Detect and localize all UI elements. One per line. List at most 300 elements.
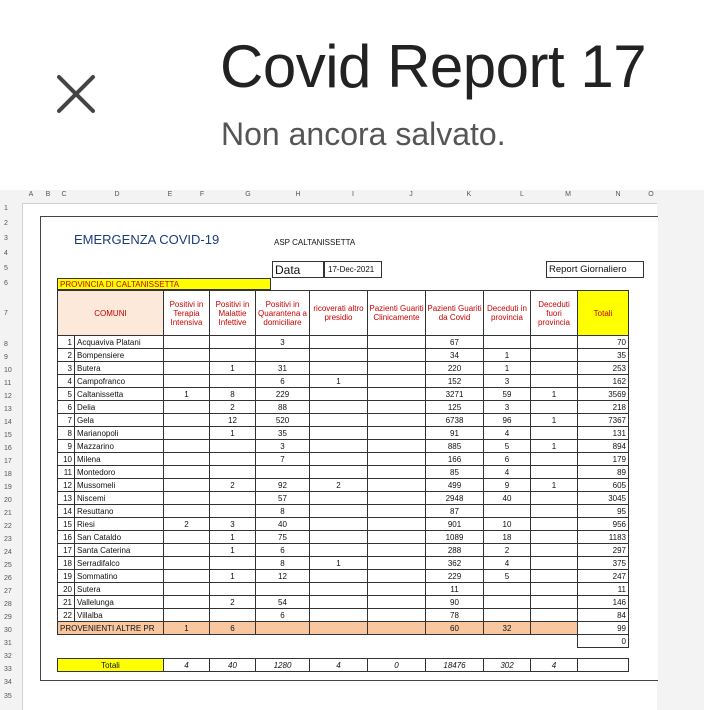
header-comuni[interactable]: COMUNI [58,291,164,336]
table-cell[interactable] [310,583,368,596]
total-value-cell[interactable]: 4 [310,659,368,672]
comune-name-cell[interactable]: Riesi [75,518,164,531]
table-cell[interactable] [531,518,578,531]
table-cell[interactable]: 1 [484,349,531,362]
column-header-b[interactable]: B [45,191,51,198]
table-cell[interactable] [310,622,368,635]
table-cell[interactable] [310,570,368,583]
comune-name-cell[interactable]: Sommatino [75,570,164,583]
row-header[interactable]: 25 [4,562,12,569]
table-cell[interactable] [310,414,368,427]
row-header[interactable]: 34 [4,679,12,686]
total-value-cell[interactable]: 4 [164,659,210,672]
row-header[interactable]: 28 [4,601,12,608]
table-cell[interactable]: 4 [484,557,531,570]
table-cell[interactable]: 12 [256,570,310,583]
table-cell[interactable]: 3 [256,336,310,349]
table-cell[interactable] [256,349,310,362]
table-cell[interactable]: 31 [256,362,310,375]
table-cell[interactable] [310,596,368,609]
table-cell[interactable] [531,531,578,544]
column-header-j[interactable]: J [409,191,413,198]
row-header[interactable]: 31 [4,640,12,647]
column-header-m[interactable]: M [565,191,571,198]
total-value-cell[interactable]: 40 [210,659,256,672]
column-header-n[interactable]: N [615,191,621,198]
totals-label-cell[interactable]: Totali [58,659,164,672]
table-cell[interactable]: 1 [210,362,256,375]
table-cell[interactable] [210,609,256,622]
row-index-cell[interactable]: 15 [58,518,75,531]
table-cell[interactable] [531,466,578,479]
table-cell[interactable] [368,518,426,531]
total-value-cell[interactable]: 18476 [426,659,484,672]
table-cell[interactable]: 88 [256,401,310,414]
table-cell[interactable] [310,544,368,557]
table-cell[interactable]: 32 [484,622,531,635]
table-cell[interactable] [368,388,426,401]
table-cell[interactable] [310,388,368,401]
row-header[interactable]: 23 [4,536,12,543]
comune-name-cell[interactable]: San Cataldo [75,531,164,544]
table-cell[interactable] [164,531,210,544]
table-cell[interactable] [210,583,256,596]
table-cell[interactable]: 60 [426,622,484,635]
row-index-cell[interactable]: 1 [58,336,75,349]
column-header-c[interactable]: C [61,191,67,198]
table-cell[interactable]: 1089 [426,531,484,544]
table-cell[interactable]: 2 [210,401,256,414]
table-cell[interactable]: 2 [310,479,368,492]
table-cell[interactable]: 5 [484,570,531,583]
table-cell[interactable] [164,453,210,466]
table-cell[interactable] [368,401,426,414]
row-total-cell[interactable]: 131 [578,427,629,440]
row-header[interactable]: 9 [4,354,8,361]
row-header[interactable]: 35 [4,693,12,700]
table-cell[interactable]: 2 [164,518,210,531]
row-header[interactable]: 7 [4,310,8,317]
table-cell[interactable] [210,466,256,479]
table-cell[interactable]: 1 [310,375,368,388]
table-cell[interactable] [210,349,256,362]
table-cell[interactable] [368,596,426,609]
row-index-cell[interactable]: 10 [58,453,75,466]
table-cell[interactable] [210,453,256,466]
row-header[interactable]: 29 [4,614,12,621]
table-cell[interactable] [310,466,368,479]
header-terapia[interactable]: Positivi in Terapia Intensiva [164,291,210,336]
table-cell[interactable] [164,583,210,596]
total-value-cell[interactable]: 0 [368,659,426,672]
row-header[interactable]: 12 [4,393,12,400]
header-malattie[interactable]: Positivi in Malattie Infettive [210,291,256,336]
table-cell[interactable] [164,362,210,375]
table-cell[interactable] [310,505,368,518]
table-cell[interactable]: 6 [256,609,310,622]
table-cell[interactable]: 3 [256,440,310,453]
table-cell[interactable]: 229 [256,388,310,401]
table-cell[interactable]: 8 [210,388,256,401]
row-header[interactable]: 6 [4,280,8,287]
table-cell[interactable]: 2 [210,596,256,609]
report-label-cell[interactable]: Report Giornaliero [546,261,644,278]
row-header[interactable]: 8 [4,341,8,348]
row-total-cell[interactable]: 1183 [578,531,629,544]
comune-name-cell[interactable]: Acquaviva Platani [75,336,164,349]
table-cell[interactable] [531,583,578,596]
row-header[interactable]: 26 [4,575,12,582]
table-cell[interactable]: 11 [426,583,484,596]
table-cell[interactable]: 87 [426,505,484,518]
table-cell[interactable]: 57 [256,492,310,505]
table-cell[interactable] [368,544,426,557]
header-guariti-clinicamente[interactable]: Pazienti Guariti Clinicamente [368,291,426,336]
table-cell[interactable]: 520 [256,414,310,427]
row-total-cell[interactable]: 70 [578,336,629,349]
comune-name-cell[interactable]: Mazzarino [75,440,164,453]
table-cell[interactable] [164,466,210,479]
table-cell[interactable] [310,427,368,440]
table-cell[interactable]: 6738 [426,414,484,427]
table-cell[interactable] [368,414,426,427]
row-total-cell[interactable]: 297 [578,544,629,557]
row-header[interactable]: 5 [4,265,8,272]
table-cell[interactable] [164,401,210,414]
table-cell[interactable] [531,453,578,466]
row-total-cell[interactable]: 7367 [578,414,629,427]
column-header-d[interactable]: D [114,191,120,198]
table-cell[interactable] [164,596,210,609]
emergency-title[interactable]: EMERGENZA COVID-19 [74,232,220,247]
table-cell[interactable] [531,557,578,570]
table-cell[interactable]: 229 [426,570,484,583]
row-total-cell[interactable]: 11 [578,583,629,596]
row-header[interactable]: 19 [4,484,12,491]
row-header[interactable]: 24 [4,549,12,556]
row-header[interactable]: 14 [4,419,12,426]
column-header-o[interactable]: O [648,191,654,198]
table-cell[interactable] [531,505,578,518]
row-index-cell[interactable]: 11 [58,466,75,479]
row-header[interactable]: 33 [4,666,12,673]
comune-name-cell[interactable]: Gela [75,414,164,427]
asp-label[interactable]: ASP CALTANISSETTA [274,238,356,247]
column-header-i[interactable]: I [352,191,354,198]
table-cell[interactable]: 4 [484,427,531,440]
table-cell[interactable] [368,622,426,635]
table-cell[interactable]: 125 [426,401,484,414]
comune-name-cell[interactable]: Campofranco [75,375,164,388]
total-value-cell[interactable]: 4 [531,659,578,672]
row-header[interactable]: 16 [4,445,12,452]
row-index-cell[interactable]: 3 [58,362,75,375]
table-cell[interactable]: 40 [484,492,531,505]
table-cell[interactable]: 1 [531,440,578,453]
row-index-cell[interactable]: 9 [58,440,75,453]
row-index-cell[interactable]: 22 [58,609,75,622]
comune-name-cell[interactable]: Caltanissetta [75,388,164,401]
table-cell[interactable] [368,570,426,583]
table-cell[interactable] [310,362,368,375]
table-cell[interactable]: 1 [210,544,256,557]
column-header-h[interactable]: H [295,191,301,198]
table-cell[interactable] [531,596,578,609]
table-cell[interactable]: 1 [164,388,210,401]
column-header-g[interactable]: G [245,191,251,198]
table-cell[interactable] [210,440,256,453]
table-cell[interactable] [531,609,578,622]
table-cell[interactable]: 8 [256,505,310,518]
table-cell[interactable] [368,375,426,388]
table-cell[interactable]: 362 [426,557,484,570]
table-cell[interactable]: 67 [426,336,484,349]
table-cell[interactable] [310,518,368,531]
column-header-l[interactable]: L [520,191,524,198]
row-header[interactable]: 22 [4,523,12,530]
table-cell[interactable]: 499 [426,479,484,492]
table-cell[interactable] [368,557,426,570]
table-cell[interactable] [484,583,531,596]
table-cell[interactable] [368,492,426,505]
header-quarantena[interactable]: Positivi in Quarantena a domiciliare [256,291,310,336]
comune-name-cell[interactable]: Mussomeli [75,479,164,492]
table-cell[interactable] [531,401,578,414]
table-cell[interactable]: 35 [256,427,310,440]
table-cell[interactable]: 12 [210,414,256,427]
comune-name-cell[interactable]: Resuttano [75,505,164,518]
table-cell[interactable] [164,492,210,505]
table-cell[interactable] [368,427,426,440]
data-label-cell[interactable]: Data [272,261,324,278]
table-cell[interactable] [164,427,210,440]
row-header[interactable]: 30 [4,627,12,634]
table-cell[interactable]: 885 [426,440,484,453]
row-index-cell[interactable]: 19 [58,570,75,583]
row-header[interactable]: 20 [4,497,12,504]
table-cell[interactable] [164,557,210,570]
header-guariti-covid[interactable]: Pazienti Guariti da Covid [426,291,484,336]
table-cell[interactable] [256,583,310,596]
table-cell[interactable] [531,427,578,440]
date-cell[interactable]: 17-Dec-2021 [324,261,382,278]
row-header[interactable]: 10 [4,367,12,374]
row-index-cell[interactable]: 18 [58,557,75,570]
table-cell[interactable]: 75 [256,531,310,544]
table-cell[interactable]: 1 [531,414,578,427]
row-index-cell[interactable]: 16 [58,531,75,544]
table-cell[interactable]: 8 [256,557,310,570]
table-cell[interactable]: 85 [426,466,484,479]
row-header[interactable]: 13 [4,406,12,413]
table-cell[interactable]: 59 [484,388,531,401]
row-index-cell[interactable]: 8 [58,427,75,440]
table-cell[interactable]: 99 [578,622,629,635]
row-header[interactable]: 2 [4,220,8,227]
table-cell[interactable]: 1 [531,479,578,492]
row-total-cell[interactable]: 179 [578,453,629,466]
header-deceduti-provincia[interactable]: Deceduti in provincia [484,291,531,336]
table-cell[interactable] [164,440,210,453]
table-cell[interactable]: 166 [426,453,484,466]
table-cell[interactable] [368,479,426,492]
table-cell[interactable] [210,505,256,518]
table-cell[interactable]: 7 [256,453,310,466]
row-header[interactable]: 3 [4,235,8,242]
table-cell[interactable]: 1 [310,557,368,570]
table-cell[interactable] [531,362,578,375]
header-totali[interactable]: Totali [578,291,629,336]
table-cell[interactable]: 9 [484,479,531,492]
table-cell[interactable] [368,362,426,375]
row-header[interactable]: 17 [4,458,12,465]
row-header[interactable]: 15 [4,432,12,439]
row-index-cell[interactable]: 7 [58,414,75,427]
table-cell[interactable]: 90 [426,596,484,609]
table-cell[interactable] [368,349,426,362]
row-index-cell[interactable]: 14 [58,505,75,518]
row-index-cell[interactable]: 21 [58,596,75,609]
table-cell[interactable] [210,557,256,570]
comune-name-cell[interactable]: Marianopoli [75,427,164,440]
table-cell[interactable]: 6 [210,622,256,635]
comune-name-cell[interactable]: Serradifalco [75,557,164,570]
table-cell[interactable]: 1 [484,362,531,375]
table-cell[interactable]: 288 [426,544,484,557]
comune-name-cell[interactable]: Villalba [75,609,164,622]
row-index-cell[interactable]: 17 [58,544,75,557]
table-cell[interactable]: 1 [531,388,578,401]
table-cell[interactable] [310,453,368,466]
row-total-cell[interactable]: 95 [578,505,629,518]
table-cell[interactable]: 3271 [426,388,484,401]
row-total-cell[interactable]: 247 [578,570,629,583]
table-cell[interactable] [368,453,426,466]
total-value-cell[interactable] [578,659,629,672]
table-cell[interactable]: 1 [210,427,256,440]
table-cell[interactable] [531,336,578,349]
total-value-cell[interactable]: 1280 [256,659,310,672]
row-index-cell[interactable]: 4 [58,375,75,388]
table-cell[interactable]: 34 [426,349,484,362]
column-header-k[interactable]: K [466,191,472,198]
table-cell[interactable] [368,440,426,453]
comune-name-cell[interactable]: Santa Caterina [75,544,164,557]
table-cell[interactable] [164,414,210,427]
row-total-cell[interactable]: 35 [578,349,629,362]
table-cell[interactable] [164,505,210,518]
table-cell[interactable]: 1 [164,622,210,635]
row-total-cell[interactable]: 162 [578,375,629,388]
total-value-cell[interactable]: 302 [484,659,531,672]
table-cell[interactable]: 6 [256,544,310,557]
comune-name-cell[interactable]: Butera [75,362,164,375]
table-cell[interactable] [164,336,210,349]
column-header-a[interactable]: A [28,191,34,198]
table-cell[interactable]: 2948 [426,492,484,505]
table-cell[interactable] [368,609,426,622]
table-cell[interactable] [164,570,210,583]
comune-name-cell[interactable]: Milena [75,453,164,466]
comune-name-cell[interactable]: Bompensiere [75,349,164,362]
province-banner[interactable]: PROVINCIA DI CALTANISSETTA [57,278,271,290]
row-total-cell[interactable]: 605 [578,479,629,492]
table-cell[interactable] [310,349,368,362]
table-cell[interactable] [368,466,426,479]
table-cell[interactable]: 1 [210,570,256,583]
table-cell[interactable]: 40 [256,518,310,531]
provenienti-label-cell[interactable]: PROVENIENTI ALTRE PR [58,622,164,635]
table-cell[interactable] [484,336,531,349]
table-cell[interactable] [531,349,578,362]
table-cell[interactable] [531,492,578,505]
row-header[interactable]: 21 [4,510,12,517]
row-total-cell[interactable]: 218 [578,401,629,414]
table-cell[interactable] [310,492,368,505]
table-cell[interactable] [484,609,531,622]
table-cell[interactable]: 6 [256,375,310,388]
column-header-e[interactable]: E [167,191,173,198]
row-total-cell[interactable]: 146 [578,596,629,609]
row-index-cell[interactable]: 13 [58,492,75,505]
table-cell[interactable]: 3 [210,518,256,531]
table-cell[interactable] [368,505,426,518]
comune-name-cell[interactable]: Montedoro [75,466,164,479]
close-icon[interactable] [52,72,100,120]
table-cell[interactable]: 92 [256,479,310,492]
row-index-cell[interactable]: 2 [58,349,75,362]
comune-name-cell[interactable]: Vallelunga [75,596,164,609]
row-header[interactable]: 4 [4,250,8,257]
row-total-cell[interactable]: 3569 [578,388,629,401]
row-total-cell[interactable]: 253 [578,362,629,375]
row-header[interactable]: 18 [4,471,12,478]
table-cell[interactable]: 3 [484,401,531,414]
table-cell[interactable]: 2 [210,479,256,492]
table-cell[interactable] [164,375,210,388]
comune-name-cell[interactable]: Sutera [75,583,164,596]
table-cell[interactable]: 18 [484,531,531,544]
table-cell[interactable] [310,531,368,544]
table-cell[interactable]: 96 [484,414,531,427]
row-total-cell[interactable]: 956 [578,518,629,531]
table-cell[interactable]: 152 [426,375,484,388]
row-index-cell[interactable]: 6 [58,401,75,414]
row-index-cell[interactable]: 5 [58,388,75,401]
table-cell[interactable]: 5 [484,440,531,453]
table-cell[interactable]: 4 [484,466,531,479]
table-cell[interactable] [164,349,210,362]
table-cell[interactable] [164,544,210,557]
row-index-cell[interactable]: 12 [58,479,75,492]
row-header[interactable]: 1 [4,205,8,212]
comune-name-cell[interactable]: Niscemi [75,492,164,505]
table-cell[interactable] [368,531,426,544]
comune-name-cell[interactable]: Delia [75,401,164,414]
table-cell[interactable] [210,336,256,349]
table-cell[interactable] [164,479,210,492]
spreadsheet-view[interactable] [0,190,704,710]
row-header[interactable]: 32 [4,653,12,660]
table-cell[interactable]: 10 [484,518,531,531]
table-cell[interactable] [210,375,256,388]
table-cell[interactable] [531,375,578,388]
row-total-cell[interactable]: 375 [578,557,629,570]
table-cell[interactable] [368,583,426,596]
table-cell[interactable]: 3 [484,375,531,388]
blank-total-cell[interactable]: 0 [578,635,629,648]
table-cell[interactable]: 78 [426,609,484,622]
